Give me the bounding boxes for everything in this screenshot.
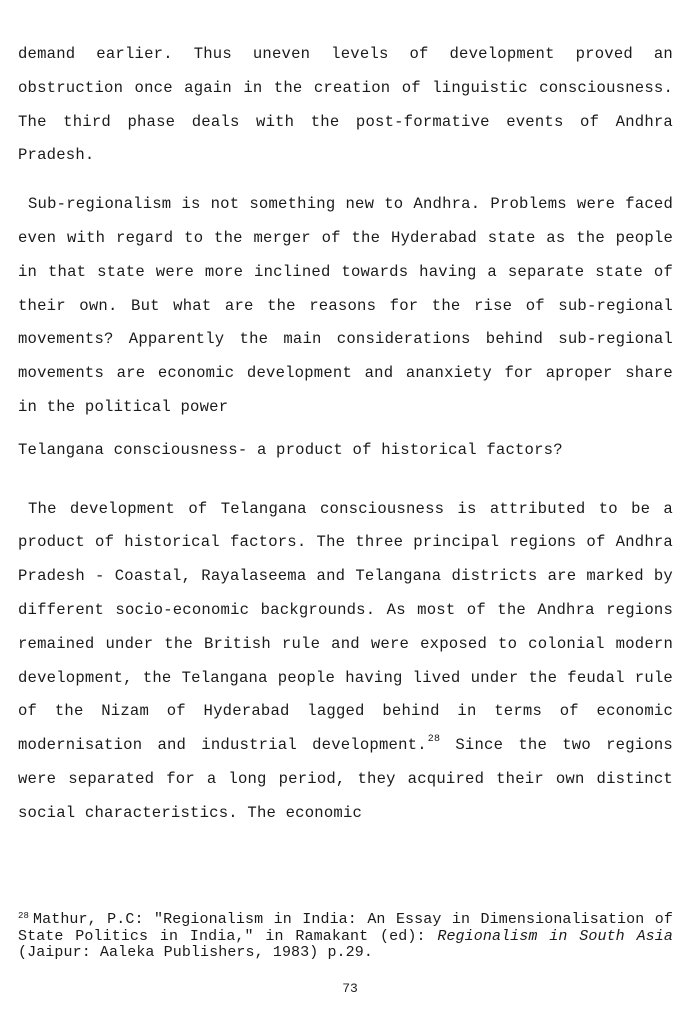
footnote-reference-link[interactable]: 28 (427, 734, 441, 746)
footnote-publication-info: (Jaipur: Aaleka Publishers, 1983) p.29. (18, 944, 373, 962)
footnote-citation-text: Mathur, P.C: "Regionalism in India: An Essay in Dimensionalisation of State Politics in India," in Ramakant (ed): (18, 911, 673, 945)
paragraph-text-after-ref: Since the two regions were separated for a long period, they acquired their own distinct social characteristics. The economic (18, 736, 673, 822)
page-number: 73 (342, 981, 358, 996)
footnote-number: 28 (18, 911, 30, 921)
footnote (18, 912, 673, 962)
paragraph-sub-regionalism: Sub-regionalism is not something new to Andhra. Problems were faced even with regard to the merger of the Hyderabad state as the people in that state were more inclined towards having a separate state of their own. But what are the reasons for the rise of sub-regional movements? Apparently the main considerations behind sub-regional movements are economic development and ananxiety for aproper share in the political power (18, 195, 673, 416)
paragraph-intro: demand earlier. Thus uneven levels of development proved an obstruction once again in the creation of linguistic consciousness. The third phase deals with the post-formative events of Andhra Pradesh. (18, 45, 673, 165)
paragraph-text-before-ref: The development of Telangana consciousness is attributed to be a product of historical factors. The three principal regions of Andhra Pradesh - Coastal, Rayalaseema and Telangana districts are marked by different socio-economic backgrounds. As most of the Andhra regions remained under the British rule and were exposed to colonial modern development, the Telangana people having lived under the feudal rule of the Nizam of Hyderabad lagged behind in terms of economic modernisation and industrial development. (18, 499, 673, 755)
section-heading: Telangana consciousness- a product of historical factors? (18, 440, 563, 459)
footnote-book-title: Regionalism in South Asia (437, 927, 673, 945)
document-page (18, 38, 673, 831)
paragraph-telangana-consciousness (18, 493, 673, 831)
